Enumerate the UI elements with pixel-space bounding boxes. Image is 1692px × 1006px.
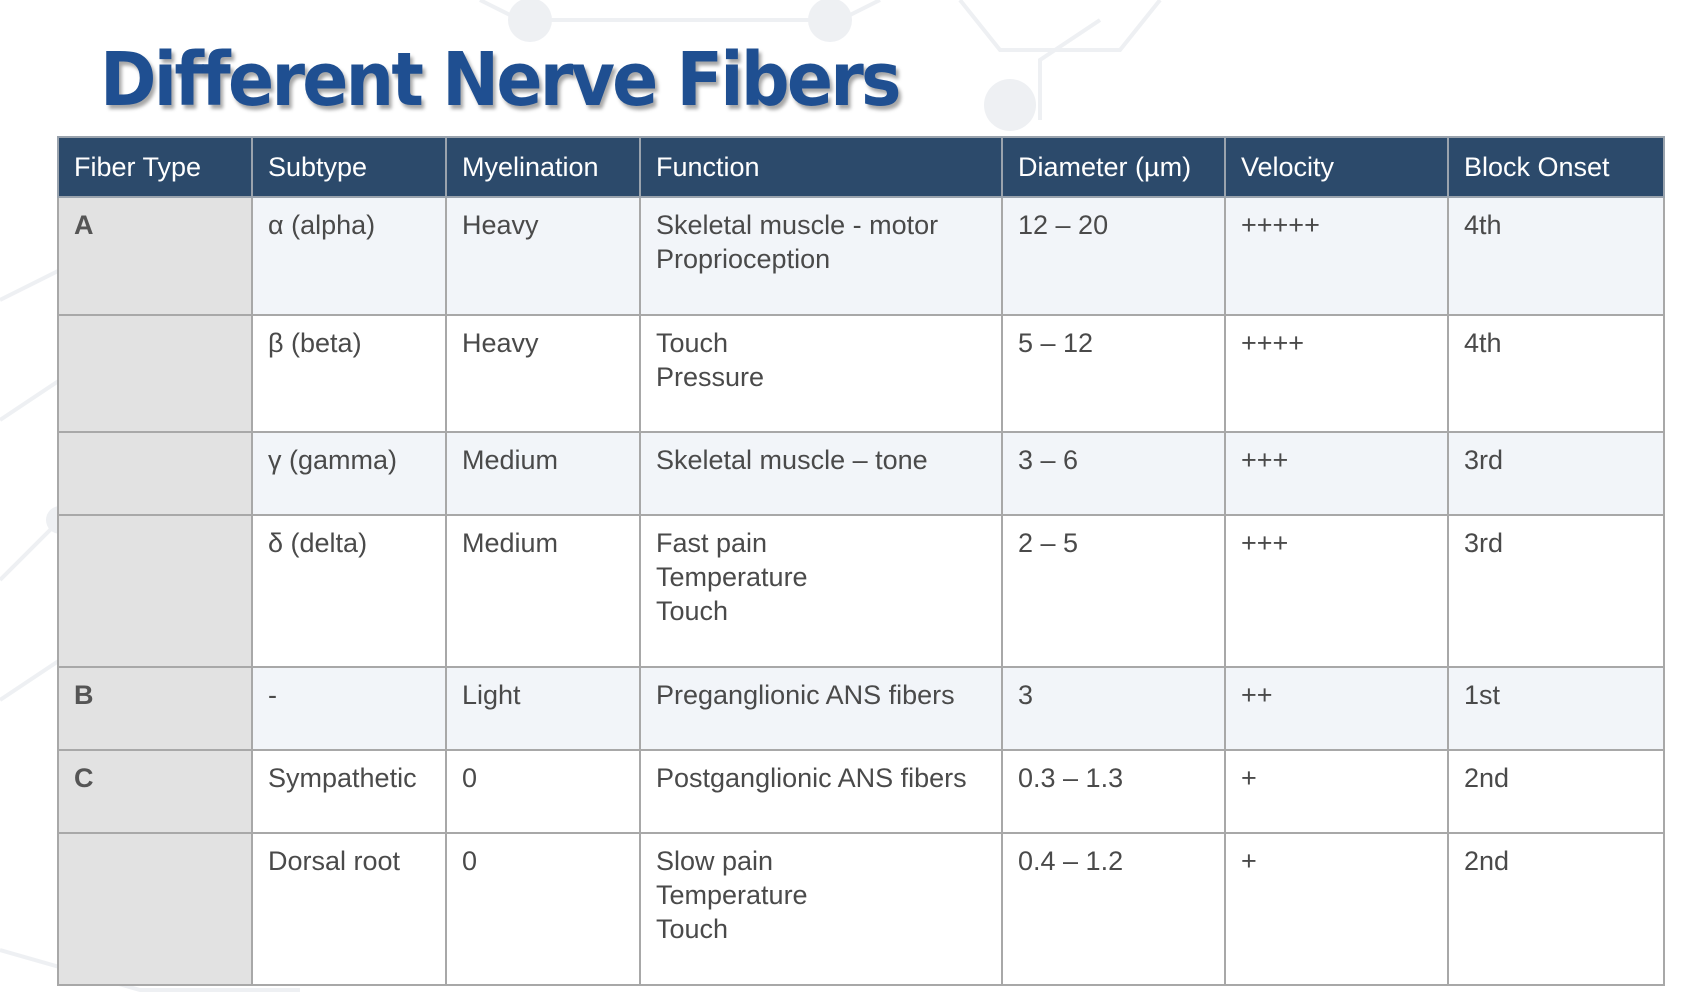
function-cell [640,315,1002,432]
table-row [58,197,1664,315]
function-line: Skeletal muscle – tone [656,445,928,475]
diameter-cell: 12 – 20 [1002,197,1225,315]
fiber-type-cell: C [58,750,252,833]
column-header-velocity: Velocity [1225,137,1448,197]
function-line: Touch [656,914,729,944]
diameter-cell: 3 [1002,667,1225,750]
function-line: Temperature [656,880,808,910]
column-header-diameter: Diameter (µm) [1002,137,1225,197]
block-onset-cell: 2nd [1448,750,1664,833]
nerve-fibers-table [57,136,1665,986]
function-line: Pressure [656,362,765,392]
table-row [58,315,1664,432]
subtype-cell: Sympathetic [252,750,446,833]
myelination-cell: Light [446,667,640,750]
velocity-cell: +++ [1225,432,1448,515]
myelination-cell: Medium [446,432,640,515]
block-onset-cell: 1st [1448,667,1664,750]
myelination-cell: 0 [446,833,640,985]
myelination-cell: 0 [446,750,640,833]
function-cell [640,515,1002,667]
block-onset-cell: 2nd [1448,833,1664,985]
table-row [58,667,1664,750]
block-onset-cell: 3rd [1448,515,1664,667]
page-title: Different Nerve Fibers [100,37,899,123]
velocity-cell: +++++ [1225,197,1448,315]
block-onset-cell: 4th [1448,197,1664,315]
fiber-type-cell: B [58,667,252,750]
subtype-cell: - [252,667,446,750]
fiber-type-cell [58,432,252,515]
myelination-cell: Heavy [446,315,640,432]
column-header-function: Function [640,137,1002,197]
fiber-type-cell: A [58,197,252,315]
table-row [58,750,1664,833]
function-line: Fast pain [656,528,768,558]
velocity-cell: +++ [1225,515,1448,667]
function-line: Preganglionic ANS fibers [656,680,955,710]
column-header-myelination: Myelination [446,137,640,197]
velocity-cell: + [1225,750,1448,833]
subtype-cell: α (alpha) [252,197,446,315]
function-line: Touch [656,328,729,358]
block-onset-cell: 4th [1448,315,1664,432]
table-row [58,515,1664,667]
myelination-cell: Heavy [446,197,640,315]
function-line: Proprioception [656,244,831,274]
function-cell [640,833,1002,985]
function-line: Skeletal muscle - motor [656,210,939,240]
table-header-row [58,137,1664,197]
function-line: Temperature [656,562,808,592]
block-onset-cell: 3rd [1448,432,1664,515]
subtype-cell: γ (gamma) [252,432,446,515]
subtype-cell: Dorsal root [252,833,446,985]
velocity-cell: + [1225,833,1448,985]
velocity-cell: ++++ [1225,315,1448,432]
diameter-cell: 3 – 6 [1002,432,1225,515]
column-header-subtype: Subtype [252,137,446,197]
diameter-cell: 0.3 – 1.3 [1002,750,1225,833]
function-line: Slow pain [656,846,774,876]
diameter-cell: 2 – 5 [1002,515,1225,667]
subtype-cell: δ (delta) [252,515,446,667]
fiber-type-cell [58,315,252,432]
subtype-cell: β (beta) [252,315,446,432]
function-cell [640,667,1002,750]
function-cell [640,432,1002,515]
table-row [58,432,1664,515]
fiber-type-cell [58,515,252,667]
column-header-block-onset: Block Onset [1448,137,1664,197]
fiber-type-cell [58,833,252,985]
function-line: Touch [656,596,729,626]
function-cell [640,197,1002,315]
table-row [58,833,1664,985]
diameter-cell: 5 – 12 [1002,315,1225,432]
function-cell [640,750,1002,833]
velocity-cell: ++ [1225,667,1448,750]
column-header-fiber-type: Fiber Type [58,137,252,197]
function-line: Postganglionic ANS fibers [656,763,967,793]
myelination-cell: Medium [446,515,640,667]
diameter-cell: 0.4 – 1.2 [1002,833,1225,985]
